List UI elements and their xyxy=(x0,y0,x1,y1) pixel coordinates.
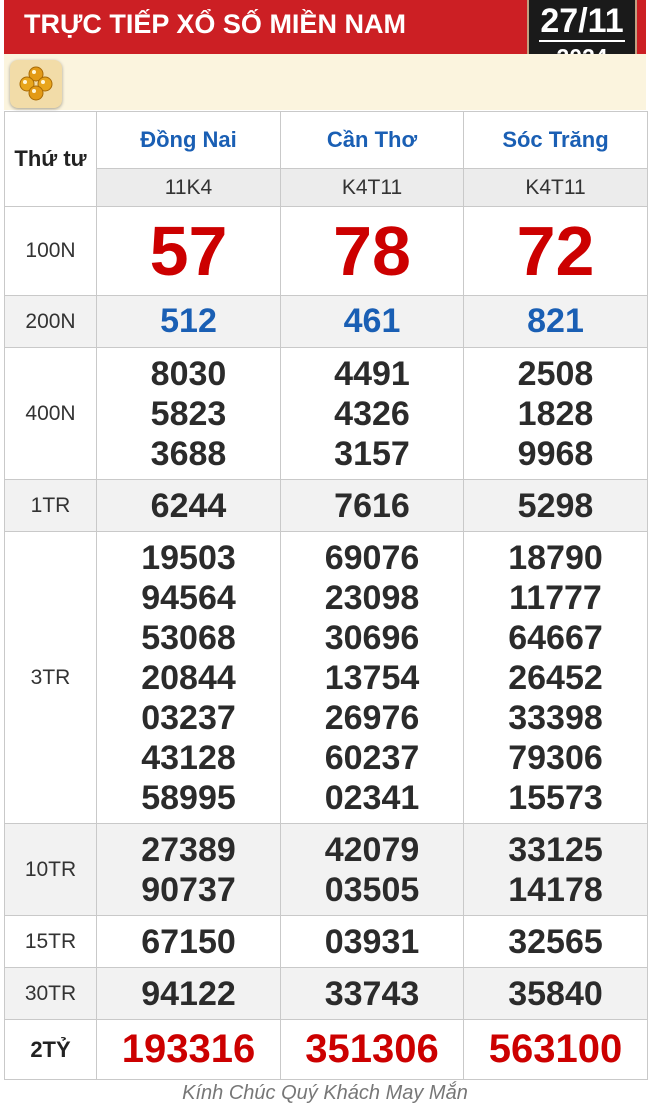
prize-value: 5823 xyxy=(150,394,227,433)
prize-value: 42079 xyxy=(324,830,420,869)
prize-value: 03505 xyxy=(324,870,420,909)
prize-value: 15573 xyxy=(508,778,603,817)
prize-label-1tr: 1TR xyxy=(5,480,97,532)
prize-value: 4326 xyxy=(334,394,410,433)
prize-value: 18790 xyxy=(508,538,603,577)
prize-label-400n: 400N xyxy=(5,348,97,480)
prize-value: 2508 xyxy=(517,354,594,393)
prize-value: 90737 xyxy=(141,870,236,909)
prize-value: 1828 xyxy=(517,394,594,433)
prize-value: 7616 xyxy=(281,480,464,532)
prize-value-group xyxy=(464,824,648,916)
prize-value: 4491 xyxy=(334,354,410,393)
prize-value: 5298 xyxy=(464,480,648,532)
prize-value-group xyxy=(97,348,281,480)
prize-value: 8030 xyxy=(150,354,227,393)
province-code: K4T11 xyxy=(281,169,464,207)
prize-value: 72 xyxy=(464,207,648,296)
province-dong-nai[interactable]: Đồng Nai xyxy=(97,112,281,169)
page-title: TRỰC TIẾP XỔ SỐ MIỀN NAM xyxy=(24,9,406,39)
prize-value: 821 xyxy=(464,296,648,348)
prize-value: 94122 xyxy=(97,968,281,1020)
province-can-tho[interactable]: Cần Thơ xyxy=(281,112,464,169)
prize-label-15tr: 15TR xyxy=(5,916,97,968)
prize-label-100n: 100N xyxy=(5,207,97,296)
prize-value: 43128 xyxy=(141,738,236,777)
prize-value: 23098 xyxy=(324,578,420,617)
prize-value-group xyxy=(281,348,464,480)
prize-value-group xyxy=(464,532,648,824)
prize-value: 33125 xyxy=(508,830,603,869)
footer-greeting: Kính Chúc Quý Khách May Mắn xyxy=(182,1082,468,1104)
prize-value: 53068 xyxy=(141,618,236,657)
prize-value: 57 xyxy=(97,207,281,296)
prize-value: 19503 xyxy=(141,538,236,577)
prize-value: 512 xyxy=(97,296,281,348)
prize-value: 78 xyxy=(281,207,464,296)
jackpot-value: 351306 xyxy=(281,1020,464,1080)
prize-value-group xyxy=(97,824,281,916)
prize-value: 03237 xyxy=(141,698,236,737)
prize-label-10tr: 10TR xyxy=(5,824,97,916)
prize-label-30tr: 30TR xyxy=(5,968,97,1020)
date-day: 27/11 xyxy=(540,2,624,40)
prize-value: 94564 xyxy=(141,578,236,617)
prize-value: 6244 xyxy=(97,480,281,532)
prize-value: 69076 xyxy=(324,538,420,577)
prize-value: 67150 xyxy=(97,916,281,968)
prize-value: 33743 xyxy=(281,968,464,1020)
province-code: K4T11 xyxy=(464,169,648,207)
sub-header-bar xyxy=(4,54,646,110)
prize-label-200n: 200N xyxy=(5,296,97,348)
prize-value: 27389 xyxy=(141,830,236,869)
prize-value: 35840 xyxy=(464,968,648,1020)
prize-value: 20844 xyxy=(141,658,236,697)
prize-label-3tr: 3TR xyxy=(5,532,97,824)
prize-value: 64667 xyxy=(508,618,603,657)
prize-value: 30696 xyxy=(324,618,420,657)
prize-label-special: 2TỶ xyxy=(5,1020,97,1080)
weekday-cell: Thứ tư xyxy=(5,112,97,207)
lottery-balls-icon[interactable] xyxy=(10,60,62,108)
prize-value: 58995 xyxy=(141,778,236,817)
prize-value: 03931 xyxy=(281,916,464,968)
prize-value: 11777 xyxy=(509,578,602,617)
prize-value: 13754 xyxy=(324,658,420,697)
prize-value: 3157 xyxy=(334,434,410,473)
prize-value: 3688 xyxy=(150,434,227,473)
prize-value: 14178 xyxy=(508,870,603,909)
prize-value-group xyxy=(464,348,648,480)
prize-value-group xyxy=(281,532,464,824)
prize-value: 02341 xyxy=(324,778,420,817)
jackpot-value: 563100 xyxy=(464,1020,648,1080)
prize-value: 33398 xyxy=(508,698,603,737)
province-code: 11K4 xyxy=(97,169,281,207)
province-soc-trang[interactable]: Sóc Trăng xyxy=(464,112,648,169)
prize-value: 79306 xyxy=(508,738,603,777)
prize-value: 26976 xyxy=(324,698,420,737)
prize-value: 461 xyxy=(281,296,464,348)
prize-value: 60237 xyxy=(324,738,420,777)
prize-value: 32565 xyxy=(464,916,648,968)
prize-value-group xyxy=(97,532,281,824)
jackpot-value: 193316 xyxy=(97,1020,281,1080)
prize-value: 26452 xyxy=(508,658,603,697)
prize-value: 9968 xyxy=(517,434,594,473)
results-table xyxy=(4,111,648,1080)
prize-value-group xyxy=(281,824,464,916)
